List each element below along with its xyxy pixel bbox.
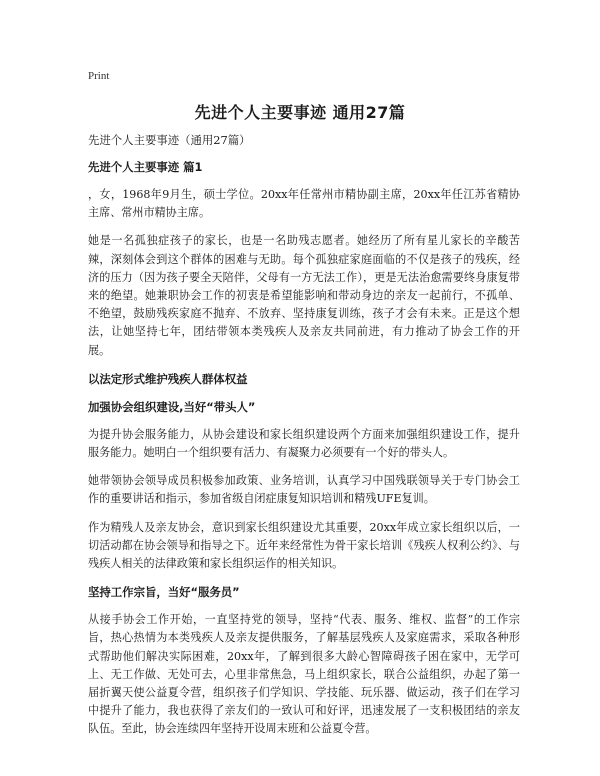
section-heading-2: 以法定形式维护残疾人群体权益 bbox=[88, 371, 248, 386]
paragraph-parent-org: 作为精残人及亲友协会，意识到家长组织建设尤其重要，20xx年成立家长组织以后，一切活动都在协会领导和指导之下。近年来经常性为骨干家长培训《残疾人权利公约》、与残疾人相关的法律政策和家长组织运作的相关知识。 bbox=[88, 520, 520, 571]
section-heading-1: 先进个人主要事迹 篇1 bbox=[88, 160, 203, 174]
document-body bbox=[88, 131, 520, 749]
paragraph-service: 从接手协会工作开始，一直坚持党的领导，坚持“代表、服务、维权、监督”的工作宗旨，热心热情为本类残疾人及亲友提供服务，了解基层残疾人及家庭需求，采取各种形式帮助他们解决实际困难，20xx年，了解到很多大龄心智障碍孩子困在家中，无学可上、无工作做、无处可去，心里非常焦急，马上组织家长，联合公益组织，办起了第一届折翼天使公益夏令营，组织孩子们学知识、学技能、玩乐器、做运动，孩子们在学习中提升了能力，我也获得了亲友们的一致认可和好评，迅速发展了一支积极团结的亲友队伍。至此，协会连续四年坚持开设周末班和公益夏令营。 bbox=[88, 613, 520, 736]
document-title: 先进个人主要事迹 通用27篇 bbox=[194, 103, 406, 122]
section-heading-4: 坚持工作宗旨，当好“服务员” bbox=[88, 585, 240, 600]
section-heading-3: 加强协会组织建设,当好“带头人” bbox=[88, 399, 256, 414]
paragraph-capacity: 为提升协会服务能力，从协会建设和家长组织建设两个方面来加强组织建设工作，提升服务能力。她明白一个组织要有活力、有凝聚力必须要有一个好的带头人。 bbox=[88, 427, 520, 460]
paragraph-training: 她带领协会领导成员积极参加政策、业务培训，认真学习中国残联领导关于专门协会工作的重要讲话和指示，参加省级自闭症康复知识培训和精残UFE复训。 bbox=[88, 474, 520, 506]
paragraph-intro: ，女，1968年9月生，硕士学位。20xx年任常州市精协副主席，20xx年任江苏省精协主席、常州市精协主席。 bbox=[88, 188, 520, 220]
paragraph-background: 她是一名孤独症孩子的家长，也是一名助残志愿者。她经历了所有星儿家长的辛酸苦辣，深刻体会到这个群体的困难与无助。每个孤独症家庭面临的不仅是孩子的残疾，经济的压力（因为孩子要全天陪伴，父母有一方无法工作），更是无法治愈需要终身康复带来的绝望。她兼职协会工作的初衷是希望能影响和带动身边的亲友一起前行，不孤单、不绝望，鼓励残疾家庭不抛弃、不放弃、坚持康复训练，孩子才会有未来。正是这个想法，让她坚持七年，团结带领本类残疾人及亲友共同前进，有力推动了协会工作的开展。 bbox=[88, 234, 520, 357]
print-label[interactable]: Print bbox=[88, 70, 110, 82]
document-subtitle: 先进个人主要事迹（通用27篇） bbox=[88, 133, 251, 147]
